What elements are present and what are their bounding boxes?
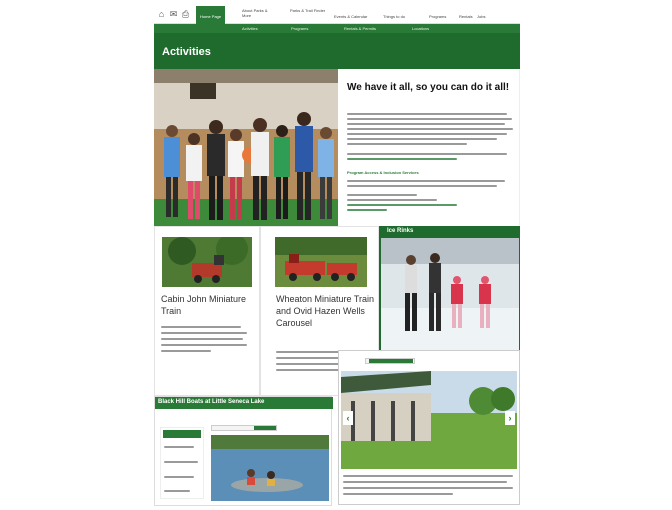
body-text-line <box>347 118 512 120</box>
subnav-programs[interactable]: Programs <box>291 26 309 31</box>
tab-home[interactable]: Home Page <box>196 6 225 24</box>
tab-programs[interactable]: Programs <box>429 14 447 19</box>
body-text-line <box>347 143 467 145</box>
tab-about[interactable]: About Parks & More <box>242 8 268 18</box>
card-caption[interactable]: Cabin John Miniature Train <box>161 294 247 316</box>
sidebar-link[interactable] <box>164 476 194 478</box>
inclusion-services-label: Program Access & Inclusion Services <box>347 170 419 175</box>
body-text-line <box>347 199 437 201</box>
body-text-line <box>343 493 453 495</box>
body-text-line <box>161 338 243 340</box>
card-cabin-john[interactable] <box>154 226 260 396</box>
subnav-locations[interactable]: Locations <box>412 26 430 31</box>
body-text-line <box>347 185 497 187</box>
tab-things-to-do[interactable]: Things to do <box>383 14 406 19</box>
top-navigation <box>154 6 520 24</box>
wheaton-train-photo <box>275 237 367 287</box>
body-text-line <box>347 138 497 140</box>
boats-panel[interactable] <box>154 396 332 506</box>
page-banner <box>154 33 520 69</box>
ice-rinks-panel[interactable] <box>379 226 520 351</box>
body-text-line <box>343 481 507 483</box>
hero-photo <box>154 69 338 226</box>
cabin-john-train-photo <box>162 237 252 287</box>
sidebar-link[interactable] <box>164 490 190 492</box>
page-title: Activities <box>162 46 211 58</box>
tab-parks-trails[interactable]: Parks & Trail Finder <box>290 8 326 13</box>
golf-range-photo <box>341 371 517 469</box>
body-link-line[interactable] <box>347 209 387 211</box>
ice-rink-photo <box>381 238 519 350</box>
breadcrumb-active[interactable] <box>254 426 276 430</box>
mail-icon[interactable]: ✉ <box>169 9 178 19</box>
sub-navigation <box>154 24 520 33</box>
home-icon[interactable]: ⌂ <box>158 9 165 19</box>
body-text-line <box>347 128 513 130</box>
boats-title: Black Hill Boats at Little Seneca Lake <box>158 399 265 405</box>
golf-panel[interactable] <box>338 350 520 505</box>
body-link-line[interactable] <box>347 204 457 206</box>
body-text-line <box>161 344 247 346</box>
body-text-line <box>276 369 346 371</box>
body-text-line <box>347 113 507 115</box>
body-text-line <box>343 475 513 477</box>
body-text-line <box>347 133 507 135</box>
sidebar-active-item[interactable] <box>163 430 201 438</box>
intro-section <box>338 69 520 226</box>
sidebar-link[interactable] <box>164 461 198 463</box>
body-text-line <box>347 194 417 196</box>
ice-rinks-title: Ice Rinks <box>387 228 414 234</box>
body-text-line <box>161 350 211 352</box>
body-text-line <box>161 332 247 334</box>
body-text-line <box>343 487 513 489</box>
boats-sidebar <box>160 427 204 499</box>
lake-boat-photo <box>211 435 329 501</box>
body-link-line[interactable] <box>347 158 457 160</box>
body-text-line <box>347 180 505 182</box>
breadcrumb-active[interactable] <box>369 359 413 363</box>
tab-events[interactable]: Events & Calendar <box>334 14 368 19</box>
boats-header <box>155 397 333 409</box>
intro-heading: We have it all, so you can do it all! <box>347 82 510 93</box>
subnav-rentals[interactable]: Rentals & Permits <box>344 26 377 31</box>
body-text-line <box>347 123 505 125</box>
print-icon[interactable]: ⎙ <box>181 9 190 19</box>
carousel-prev-button[interactable]: ‹ <box>343 411 353 425</box>
tab-rentals[interactable]: Rentals <box>459 14 473 19</box>
subnav-activities[interactable]: Activities <box>242 26 258 31</box>
body-text-line <box>347 153 507 155</box>
tab-jobs[interactable]: Jobs <box>477 14 486 19</box>
body-text-line <box>161 326 241 328</box>
carousel-next-button[interactable]: › <box>505 411 515 425</box>
sidebar-link[interactable] <box>164 446 194 448</box>
card-caption[interactable]: Wheaton Miniature Train and Ovid Hazen Wells Carousel <box>276 294 375 328</box>
